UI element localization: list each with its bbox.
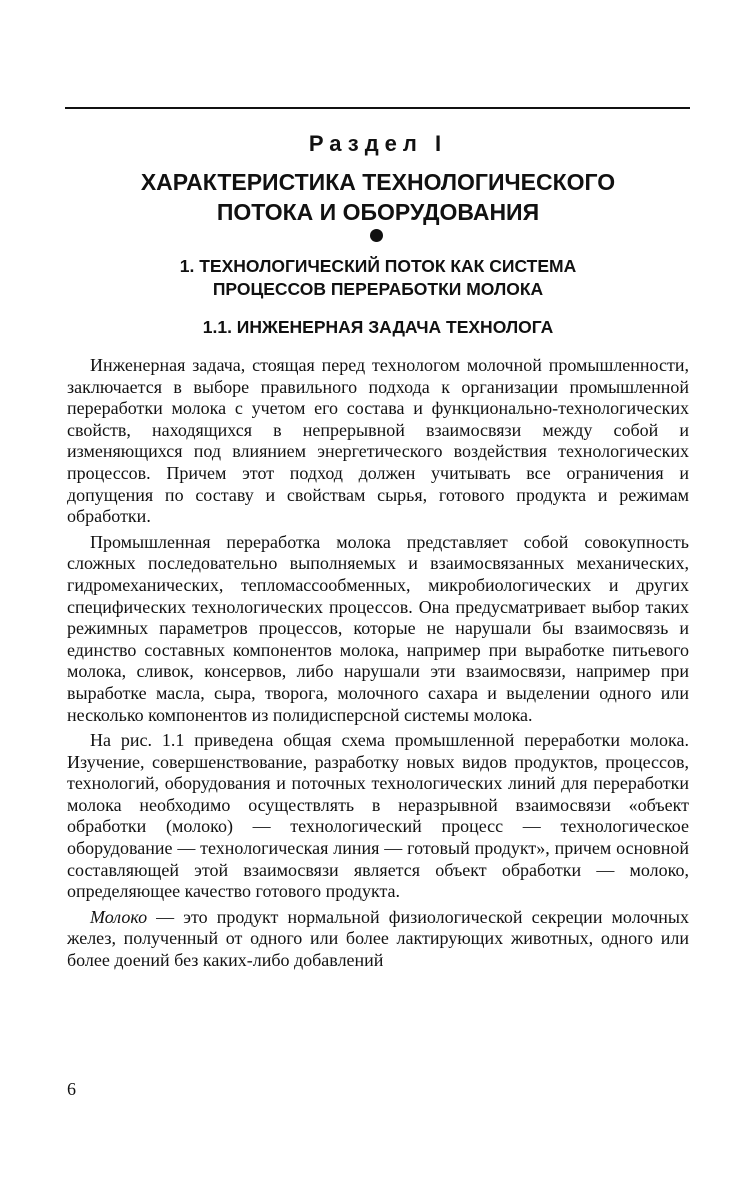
top-rule: [65, 107, 690, 109]
paragraph-4: [67, 907, 689, 972]
page-number: 6: [67, 1079, 76, 1099]
main-title: [0, 167, 756, 227]
paragraph-4-text: — это продукт нормальной физиологической секреции молочных желез, полученный от одного или более лактирующих животных, одного или более доений без каких-либо добавлений: [67, 906, 689, 971]
section-label: Раздел I: [308, 131, 448, 156]
chapter-title-line-2: ПРОЦЕССОВ ПЕРЕРАБОТКИ МОЛОКА: [212, 279, 544, 299]
main-title-line-1: ХАРАКТЕРИСТИКА ТЕХНОЛОГИЧЕСКОГО: [140, 169, 616, 195]
paragraph-1: Инженерная задача, стоящая перед технологом молочной промышленности, заключается в выборе правильного подхода к организации промышленной переработки молока с учетом его состава и функционально-технологических свойств, находящихся в непрерывной взаимосвязи между собой и изменяющихся под влиянием энергетического воздействия технологических процессов. Причем этот подход должен учитывать все ограничения и допущения по составу и свойствам сырья, готового продукта и режимам обработки.: [67, 355, 689, 527]
subsection-title: 1.1. ИНЖЕНЕРНАЯ ЗАДАЧА ТЕХНОЛОГА: [202, 317, 554, 337]
paragraph-3: На рис. 1.1 приведена общая схема промышленной переработки молока. Изучение, совершенствование, разработку новых видов продуктов, процессов, технологий, оборудования и поточных технологических линий для переработки молока необходимо осуществлять в неразрывной взаимосвязи «объект обработки (молоко) — технологический процесс — технологическое оборудование — технологическая линия — готовый продукт», причем основной составляющей этой взаимосвязи является объект обработки — молоко, определяющее качество готового продукта.: [67, 730, 689, 902]
bullet-ornament: [370, 229, 383, 242]
main-title-line-2: ПОТОКА И ОБОРУДОВАНИЯ: [216, 199, 540, 225]
body-text: [67, 355, 689, 972]
chapter-title: [0, 255, 756, 301]
defined-term: Молоко: [90, 906, 148, 927]
chapter-title-line-1: 1. ТЕХНОЛОГИЧЕСКИЙ ПОТОК КАК СИСТЕМА: [179, 256, 577, 276]
paragraph-2: Промышленная переработка молока представляет собой совокупность сложных последовательно выполняемых и взаимосвязанных механических, гидромеханических, тепломассообменных, микробиологических и других специфических технологических процессов. Она предусматривает выбор таких режимных параметров процессов, которые не нарушали бы взаимосвязь и единство составных компонентов молока, например при выработке питьевого молока, сливок, консервов, либо нарушали эти взаимосвязи, например при выработке масла, сыра, творога, молочного сахара и выделении одного или несколько компонентов из полидисперсной системы молока.: [67, 531, 689, 725]
